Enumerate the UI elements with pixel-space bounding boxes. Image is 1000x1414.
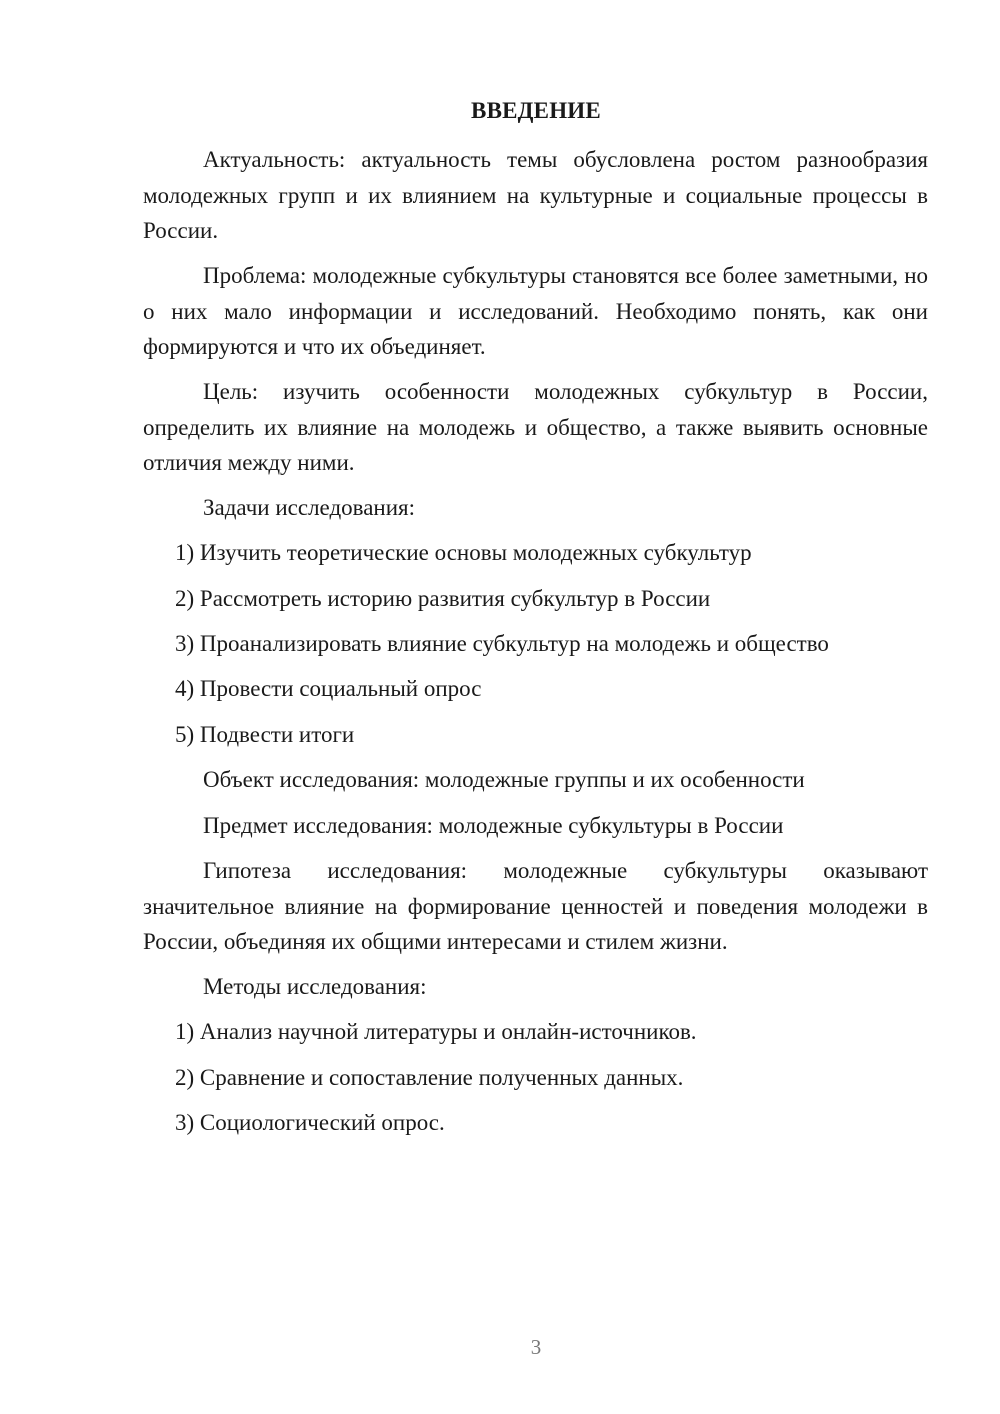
research-object: Объект исследования: молодежные группы и их особенности	[203, 767, 805, 792]
paragraph-problem: Проблема: молодежные субкультуры становятся все более заметными, но о них мало информации и исследований. Необходимо понять, как они формируются и что их объединяет.	[143, 263, 928, 359]
section-title: ВВЕДЕНИЕ	[471, 98, 601, 123]
methods-heading: Методы исследования:	[203, 974, 427, 999]
task-item: 4) Провести социальный опрос	[175, 676, 482, 701]
task-item: 5) Подвести итоги	[175, 722, 355, 747]
tasks-heading: Задачи исследования:	[203, 495, 416, 520]
page-number: 3	[530, 1335, 542, 1359]
method-item: 3) Социологический опрос.	[175, 1110, 445, 1135]
paragraph-goal: Цель: изучить особенности молодежных субкультур в России, определить их влияние на молодежь и общество, а также выявить основные отличия между ними.	[143, 379, 928, 475]
paragraph-relevance: Актуальность: актуальность темы обусловлена ростом разнообразия молодежных групп и их влиянием на культурные и социальные процессы в России.	[143, 147, 928, 243]
research-subject: Предмет исследования: молодежные субкультуры в России	[203, 813, 784, 838]
paragraph-hypothesis: Гипотеза исследования: молодежные субкультуры оказывают значительное влияние на формирование ценностей и поведения молодежи в России, объединяя их общими интересами и стилем жизни.	[143, 858, 928, 954]
method-item: 1) Анализ научной литературы и онлайн-источников.	[175, 1019, 697, 1044]
task-item: 2) Рассмотреть историю развития субкультур в России	[175, 586, 711, 611]
task-item: 1) Изучить теоретические основы молодежных субкультур	[175, 540, 752, 565]
method-item: 2) Сравнение и сопоставление полученных данных.	[175, 1065, 684, 1090]
task-item: 3) Проанализировать влияние субкультур на молодежь и общество	[175, 631, 829, 656]
